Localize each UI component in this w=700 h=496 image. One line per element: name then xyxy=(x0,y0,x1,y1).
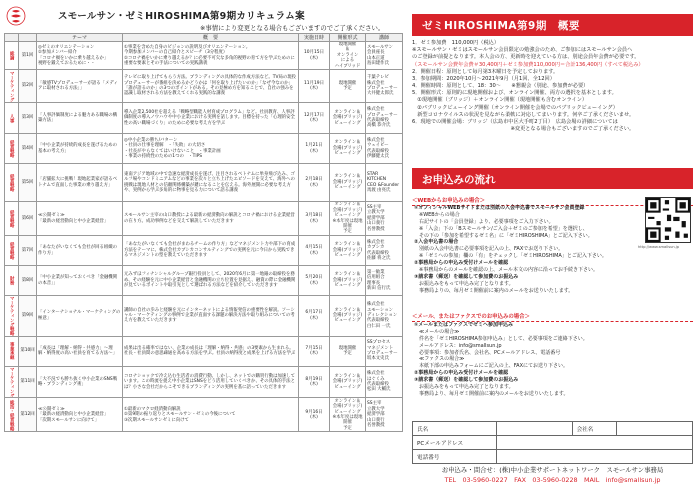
lecturer-cell: SS主宰 立教大学 経済学部 山口義行 名誉教授 xyxy=(366,202,403,236)
smallsun-logo xyxy=(6,6,26,26)
venue-cell: オンライン＆ 会場(ブリッジ) ビューイング ※本年度は現地開催 予定 xyxy=(330,398,366,432)
session-number: 第1回 xyxy=(19,42,37,70)
date-cell: 1月21日 (木) xyxy=(299,134,330,164)
step-line: 必要事項：参加者氏名、会社名、PCメールアドレス、電話番号 xyxy=(414,349,561,356)
theme-cell: ≪公開ゼミ≫ 「最新の経営動向と中小企業経営」 xyxy=(37,202,123,236)
summary-cell: ①最新のマクロ経済動向解説 ②第9期の振り返りとスモールサン・ゼミの今後について ③次期スモールサンゼミに向けて xyxy=(123,398,299,432)
apply-title: お申込みの流れ xyxy=(412,168,693,189)
mail-apply-heading: ＜メール、またはファクスでのお申込みの場合＞ xyxy=(412,312,693,322)
overview-line: 6．現地での開催会場：ブリッジ（広島市中区大手町2丁目） 広島会場の詳細については xyxy=(412,118,618,125)
overview-line: のご登録が前提となります。本人会の方、更新時を迎えている方は、別途会員年会費が必要です。 xyxy=(412,54,640,61)
lecturer-cell: 株式会社 エモーション ディレクション 代表取締役 白仁田 一氏 xyxy=(366,296,403,337)
qr-code[interactable] xyxy=(645,197,691,243)
step-line: ①メールまたはファクスでゼミへ参加申込み xyxy=(414,322,513,328)
step-line: ②入会申込書の場合 xyxy=(414,239,459,246)
step-line: ②事務局からの申込み受付けメールを確認 xyxy=(414,370,509,377)
header-date: 実施日時 xyxy=(299,34,330,42)
session-number: 第2回 xyxy=(19,70,37,103)
form-company-label: 会社名 xyxy=(572,422,617,436)
date-cell: 6月17日 (木) xyxy=(299,296,330,337)
form-phone-field[interactable] xyxy=(497,450,693,464)
theme-cell: 「店舗拡大に挑戦！現地起業家が語るベトナムで直面した事業の乗り越え方」 xyxy=(37,164,123,202)
lecturer-cell: STAR KITCHEN CEO &Founder 馬渡 由亮氏 xyxy=(366,164,403,202)
date-cell: 2月18日 (木) xyxy=(299,164,330,202)
category-cell: 総論 xyxy=(5,42,19,70)
table-row xyxy=(5,134,403,164)
summary-cell: 元みずほフィナンシャルグループ銀行役員として、2020年6月に第一地銀の取締役を務め、その経験を元に中小企業経営と金融機関の立ち位置を見据え、融資の際に金融機関が見ているポイントや取引先として選ばれる方法などを紹介していただきます xyxy=(123,266,299,296)
venue-cell: オンライン＆ 会場(ブリッジ) ビューイング xyxy=(330,164,366,202)
mail-apply-steps xyxy=(414,322,690,398)
summary-cell: 「あなたがいなくても会社がまわるチームの作り方」などマネジメント力や部下の育成方法をテーマに、株式会社カブシカコンサルティングでの実例を元に今日から実践できるマネジメントの型を教えていただきます xyxy=(123,236,299,266)
session-number: 第8回 xyxy=(19,266,37,296)
theme-cell: ≪公開ゼミ≫ 「最新の経済動向と中小企業経営」 「次期スモールサンに向けて」 xyxy=(37,398,123,432)
theme-cell: 「中小企業が持続的成長を遂げるための基本の考え方」 xyxy=(37,134,123,164)
overview-line: 3．参加期間：2020年10月〜2021年9月（月1回、全12回） xyxy=(412,75,555,82)
category-cell: 人事 xyxy=(5,103,19,134)
venue-cell: オンライン＆ 会場(ブリッジ) ビューイング xyxy=(330,134,366,164)
overview-line: 新型コロナウイルスの状況を見ながら柔軟に対応してまいります。何卒ご了承くださいませ。 xyxy=(412,111,635,118)
step-line: お振込みをもって申込み完了となります。 xyxy=(414,280,514,287)
venue-cell: 現地開催 ＆ オンライン による ハイブリッド xyxy=(330,42,366,70)
session-number: 第5回 xyxy=(19,164,37,202)
lecturer-cell: 株式会社 カブシカ 代表取締役 佐藤 将之氏 xyxy=(366,236,403,266)
theme-cell: 「中小企業が知っておくべき「金融機関の本音」」 xyxy=(37,266,123,296)
category-cell: 経営戦略 xyxy=(5,202,19,236)
session-number: 第3回 xyxy=(19,103,37,134)
venue-cell: 現地開催 予定 xyxy=(330,70,366,103)
overview-line: ①現地開催（ブリッジ）＋オンライン開催（現地開催も含むオンライン） xyxy=(412,97,588,104)
summary-cell: スモールサン主宰の山口教授による最新の経済動向の解説とコロナ禍における企業経営の在り方。成功事例などを交えて解説していただきます xyxy=(123,202,299,236)
header-theme: テーマ xyxy=(37,34,123,42)
category-cell: マーケティング xyxy=(5,70,19,103)
curriculum-rows xyxy=(5,42,403,432)
table-row xyxy=(5,70,403,103)
theme-cell: 「インターナショナル・マーケティングの極意」 xyxy=(37,296,123,337)
overview-line: ※変更となる場合もございますのでご了承ください。 xyxy=(412,126,635,133)
step-line: ③請求書（郵送）を確認して参加費のお振込み xyxy=(414,273,519,280)
date-cell: 10月15日 (木) xyxy=(299,42,330,70)
header-num xyxy=(19,34,37,42)
theme-cell: 「あなたがいなくても会社が回る組織の作り方」 xyxy=(37,236,123,266)
table-row xyxy=(5,103,403,134)
lecturer-cell: 第一勧業 信用組合 理事長 新田 信行氏 xyxy=(366,266,403,296)
step-line: ※「入会」下の「Bスモールサン/ご入会＋ゼミのご参加を希望」を選択し、 xyxy=(414,225,588,232)
category-cell: 経営戦略 xyxy=(5,236,19,266)
overview-line: 4．開催時間：原則として、18：30〜 ※懇親会（別途、参加費が必要） xyxy=(412,83,589,90)
step-line: ※「ゼミへの参加」欄の「有」をチェックし「ゼミHIROSHIMA」とご記入下さい。 xyxy=(414,253,607,260)
summary-cell: ①事業を含めた自身のビジョンの説明及びオリエンテーション。 今期参加メンバーの自己紹介とスピーチ（3分程度） ②コロナ禍をいかに乗り越えるか？に必要不可欠な多角的視野の育て方を学ぶためのに重要な要素とその手法についての実践講義 xyxy=(123,42,299,70)
date-cell: 12月17日 (木) xyxy=(299,103,330,134)
step-line: お振込みをもって申込み完了となります。 xyxy=(414,384,514,391)
session-number: 第4回 xyxy=(19,134,37,164)
session-number: 第11回 xyxy=(19,366,37,398)
table-row xyxy=(5,236,403,266)
form-email-field[interactable] xyxy=(497,436,693,450)
overview-line: ②パブリックビューイング開催（オンライン開催を会場でのパブリックビューイング） xyxy=(412,104,618,111)
summary-cell: コロナショックで冷え込む生活者の消費行動。しかし、ネットでの購買行動は加速しています。この時流を捉え中小企業はSNSをどう活用していくべきか、その具体的手法とは？小さな会社だからこそできるブランディングの実例を基に語っていただきます xyxy=(123,366,299,398)
theme-cell: ◎ゼミのオリエンテーション ②参加メンバー紹介 「コロナ禍をいかに乗り越えるか」 視野を鍛えておるために・・ xyxy=(37,42,123,70)
category-cell: 経営戦略 xyxy=(5,164,19,202)
lecturer-cell: 株式会社 プロデューサー 代表取締役 高橋 恭介氏 xyxy=(366,103,403,134)
overview-line: 5．開催形式：原則的に現地開催および、オンライン開催、両方の選択を基本とします。 xyxy=(412,90,617,97)
step-line: ≪ファクスの場合≫ xyxy=(414,356,465,363)
lecturer-cell: SS主宰 立教大学 経済学部 山口義行 名誉教授 xyxy=(366,398,403,432)
overview-line: 1．ゼミ参加費 110,000円（税込） xyxy=(412,40,500,46)
header-cat xyxy=(5,34,19,42)
date-cell: 8月19日 (木) xyxy=(299,366,330,398)
header-venue: 開催形式 xyxy=(330,34,366,42)
contact-line1: お申込み・問合せ：(株)中小企業サポートネットワーク スモールサン事務局 xyxy=(441,466,664,474)
overview-title: ゼミHIROSHIMA第9期 概要 xyxy=(412,14,693,36)
web-apply-heading: ＜WEBからお申込みの場合＞ xyxy=(412,196,693,206)
lecturer-cell: 千葉テレビ 株式会社 プロデューサー 大井健太郎氏 xyxy=(366,70,403,103)
lecturer-cell: 株式会社 はぐくみ 代表取締役 松田 大輔氏 xyxy=(366,366,403,398)
theme-cell: 「人事評価制度による魅力ある職場の構築方法」 xyxy=(37,103,123,134)
form-email-label: PCメールアドレス xyxy=(413,436,497,450)
summary-cell: 東南アジア地域の中で急速な経済成長を遂げ、注目されるベトナムに単身飛び込み、ゴルフ場やコンドミニアムなどの事業を次々と立ち上げたエピソードを交えて、海外への挑戦は現地人材との信頼関係構築が鍵になることを伝える。海外展開に必要な考え方や、実例から学ぶ多角的に物事を見る力について語る講義 xyxy=(123,164,299,202)
table-row xyxy=(5,336,403,366)
step-line: ※事務局からのメールを確認の上、メール本文の内容に沿ってお手続き下さい。 xyxy=(414,267,598,274)
web-apply-steps xyxy=(414,205,634,295)
step-line: 事務局よりの、毎月ゼミ開催前に案内のメールをお送りいたします。 xyxy=(414,287,574,294)
category-cell: 経営戦略 xyxy=(5,134,19,164)
form-name-field[interactable] xyxy=(497,422,573,436)
date-cell: 9月16日 (木) xyxy=(299,398,330,432)
lecturer-cell: スモールサン 会員座長 山本正道 島田建作氏 xyxy=(366,42,403,70)
lecturer-cell: 株式会社 ウェイビー 代表取締役 伊藤健太氏 xyxy=(366,134,403,164)
date-cell: 4月15日 (木) xyxy=(299,236,330,266)
venue-cell: オンライン＆ 会場(ブリッジ) ビューイング xyxy=(330,103,366,134)
step-line: 右記サイトの「会員登録」より、必要事項をご入力下さい。 xyxy=(414,218,554,225)
category-cell: 財務 xyxy=(5,266,19,296)
contact-info xyxy=(412,466,693,485)
summary-cell: 講師の自社の歩みと経験を元にインターネットによる情報発信の重要性を解説。ソーシャル・マーケティングの事例で企業が直面する課題の解決方法や取り組みについての考え方を教えていただきます xyxy=(123,296,299,337)
venue-cell: オンライン＆ 会場(ブリッジ) ビューイング xyxy=(330,366,366,398)
category-cell: マーケティング xyxy=(5,366,19,398)
contact-line2: TEL 03-5960-0227 FAX 03-5960-0228 MAIL info@smallsun.jp xyxy=(444,475,661,484)
header-lecturer: 講師 xyxy=(366,34,403,42)
step-line: 本紙下部の申込みフォームにご記入の上、FAXにてお送り下さい。 xyxy=(414,363,569,370)
table-row xyxy=(5,202,403,236)
overview-list xyxy=(412,40,693,133)
step-line: ③請求書（郵送）を確認して参加費のお振込み xyxy=(414,377,519,384)
doc-note: ※事情により変更となる場合もございますのでご了承ください。 xyxy=(200,24,385,32)
overview-line: ※スモールサン・ゼミはスモールサン会員限定の勉強会のため、ご参加にはスモールサン会員へ xyxy=(412,47,633,54)
table-row xyxy=(5,296,403,337)
table-header-row xyxy=(5,34,403,42)
lecturer-cell: SSプロセス マネジメント プロデューサー 坂本文史氏 xyxy=(366,336,403,366)
venue-cell: オンライン＆ 会場(ブリッジ) ビューイング xyxy=(330,266,366,296)
venue-cell: 現地開催 予定 xyxy=(330,336,366,366)
session-number: 第12回 xyxy=(19,398,37,432)
table-row xyxy=(5,164,403,202)
date-cell: 3月18日 (木) xyxy=(299,202,330,236)
venue-cell: オンライン＆ 会場(ブリッジ) ビューイング xyxy=(330,296,366,337)
application-form xyxy=(412,421,693,464)
theme-cell: 「成長は「理解・納得・共感力」〜理解・納得度の高い社員を育てる方法〜」 xyxy=(37,336,123,366)
category-cell: 総括・経営戦略 xyxy=(5,398,19,432)
theme-cell: 「敏感TVプロデューサーが語る「メディアに取材される方法」」 xyxy=(37,70,123,103)
summary-cell: 導入企業2,500社を超える「戦略型職能人材育成プログラム」など。社員教育、人事評価制度の導入ノウハウや中小企業における実例を話します。目標を持った「心理的安全性の高い職場づくり」のために必要な考え方を学ぶ xyxy=(123,103,299,134)
session-number: 第10回 xyxy=(19,336,37,366)
step-line: 件名を「ゼミHIROSHIMA参加申込み」として、必要事項をご連絡下さい。 xyxy=(414,335,588,342)
doc-title: スモールサン・ゼミHIROSHIMA第9期カリキュラム案 xyxy=(58,11,305,22)
summary-cell: 成果は出る確率ではない、企業の成長は「理解・納得・共感」の3要素から生まれる。社長・社員間の意思疎通を高める方法を学ぶ。社員の納得度と成果を上げる方法を学ぶ xyxy=(123,336,299,366)
summary-cell: テレビに取り上げてもらう方法。ブランディングの具体的な作成方法など。TV局の現役プロデューサーが番組を決めるかどうかは「何を取り上げたいのか」「なぜ今なのか」「誰が語るのか」の3つのポイントがある。その見極め方を知ることで、自社の強みを認識し取材される方法を教えてくれる実践的な講義 xyxy=(123,70,299,103)
session-number: 第7回 xyxy=(19,236,37,266)
session-number: 第6回 xyxy=(19,202,37,236)
curriculum-table xyxy=(4,33,403,432)
form-phone-label: 電話番号 xyxy=(413,450,497,464)
date-cell: 5月20日 (木) xyxy=(299,266,330,296)
step-line: 事務局より、毎月ゼミ開催前に案内のメールをお送りいたします。 xyxy=(414,390,569,397)
table-row xyxy=(5,42,403,70)
venue-cell: オンライン＆ 会場(ブリッジ) ビューイング ※本年度は現地開催 予定 xyxy=(330,202,366,236)
step-line: ①オフィシャルWEBサイトまたは別紙の入会申込書でスモールサン会員登録 xyxy=(414,205,585,211)
category-cell: 事業承継 xyxy=(5,336,19,366)
qr-caption: http://www.smallsun.jp xyxy=(638,245,680,249)
overview-line: 2．開催日程：原則として毎月第3木曜日を予定しております。 xyxy=(412,68,559,75)
table-row xyxy=(5,398,403,432)
step-line: ②事務局からの申込み受付けメールを確認 xyxy=(414,260,509,267)
form-company-field[interactable] xyxy=(617,422,693,436)
step-line: ≪メールの場合≫ xyxy=(414,328,460,335)
form-name-label: 氏名 xyxy=(413,422,497,436)
step-line: メールアドレス：info@smallsun.jp xyxy=(414,342,502,349)
category-cell: マーケティング戦略 xyxy=(5,296,19,337)
step-line: 別紙の入会申込書に必要事項を記入の上、FAXでお送り下さい。 xyxy=(414,246,564,253)
step-line: ※WEBからの場合 xyxy=(414,211,460,218)
theme-cell: 「大不況でも勝ち抜く中小企業のSNS戦略・ブランディング術」 xyxy=(37,366,123,398)
date-cell: 11月19日 (木) xyxy=(299,70,330,103)
summary-cell: ◎中小企業の勝ち/バターン ・社員の仕事を理解 ・「失敗」の大切さ ・社長がやらなくてはいけないこと ・事業計画 ・事業の持続性のための1つの ・TIPS xyxy=(123,134,299,164)
venue-cell: オンライン＆ 会場(ブリッジ) ビューイング xyxy=(330,236,366,266)
header-summary: 概 要 xyxy=(123,34,299,42)
session-number: 第9回 xyxy=(19,296,37,337)
table-row xyxy=(5,266,403,296)
overview-line: （スモールサン会費年会費＃30,400円＋ゼミ参加費110,000円＝合計136,400円（すべて税込み） xyxy=(412,61,644,68)
table-row xyxy=(5,366,403,398)
date-cell: 7月15日 (木) xyxy=(299,336,330,366)
step-line: その下の「参加を希望するゼミ名」に「ゼミHIROSHIMA」とご記入下さい。 xyxy=(414,232,593,239)
